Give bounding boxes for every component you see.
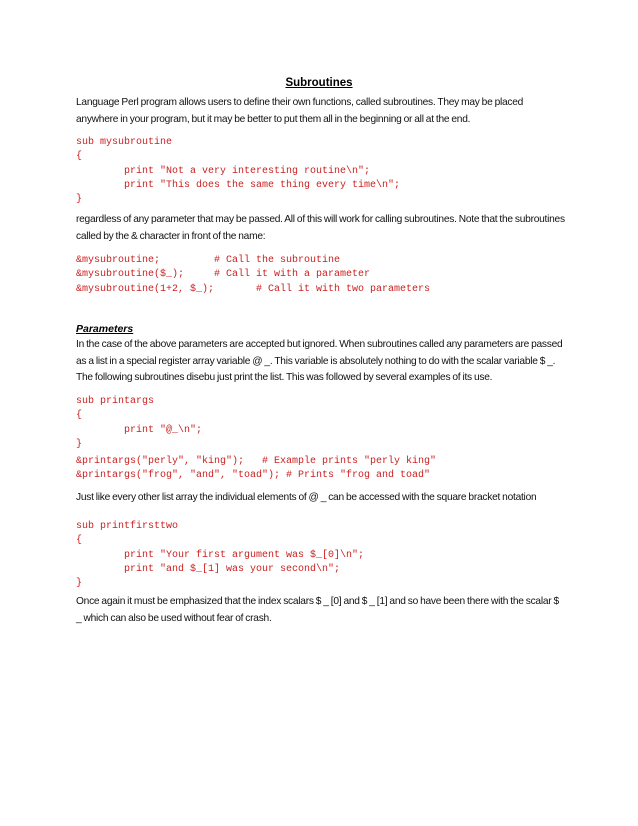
intro-paragraph: Language Perl program allows users to define their own functions, called subroutines. They may be placed anywhere in your program, but it may be better to put them all in the beginning or all at the end. bbox=[76, 97, 524, 125]
closing-paragraph: Once again it must be emphasized that the index scalars $ _ [0] and $ _ [1] and so have been there with the scalar $ _ which can also be used without fear of crash. bbox=[76, 596, 559, 624]
code-block-mysubroutine: sub mysubroutine { print "Not a very interesting routine\n"; print "This does the same thing every time\n"; } bbox=[76, 137, 401, 206]
bracket-notation-paragraph: Just like every other list array the individual elements of @ _ can be accessed with the square bracket notation bbox=[76, 492, 537, 503]
page-title: Subroutines bbox=[285, 77, 353, 89]
section-heading-parameters: Parameters bbox=[76, 323, 134, 335]
code-block-printargs: sub printargs { print "@_\n"; } bbox=[76, 396, 203, 450]
code-block-printargs-calls: &printargs("perly", "king"); # Example prints "perly king" &printargs("frog", "and", "toad"); # Prints "frog and toad" bbox=[76, 456, 437, 482]
calling-paragraph: regardless of any parameter that may be passed. All of this will work for calling subroutines. Note that the subroutines called by the & character in front of the name: bbox=[76, 214, 565, 242]
code-block-calls: &mysubroutine; # Call the subroutine &mysubroutine($_); # Call it with a parameter &mysubroutine(1+2, $_); # Call it with two parameters bbox=[76, 255, 431, 295]
parameters-paragraph: In the case of the above parameters are accepted but ignored. When subroutines called any parameters are passed as a list in a special register array variable @ _. This variable is absolutely nothing to do with the scalar variable $ _. The following subroutines disebu just print the list. This was followed by several examples of its use. bbox=[76, 339, 563, 383]
code-block-printfirsttwo: sub printfirsttwo { print "Your first argument was $_[0]\n"; print "and $_[1] was your second\n"; } bbox=[76, 521, 365, 590]
